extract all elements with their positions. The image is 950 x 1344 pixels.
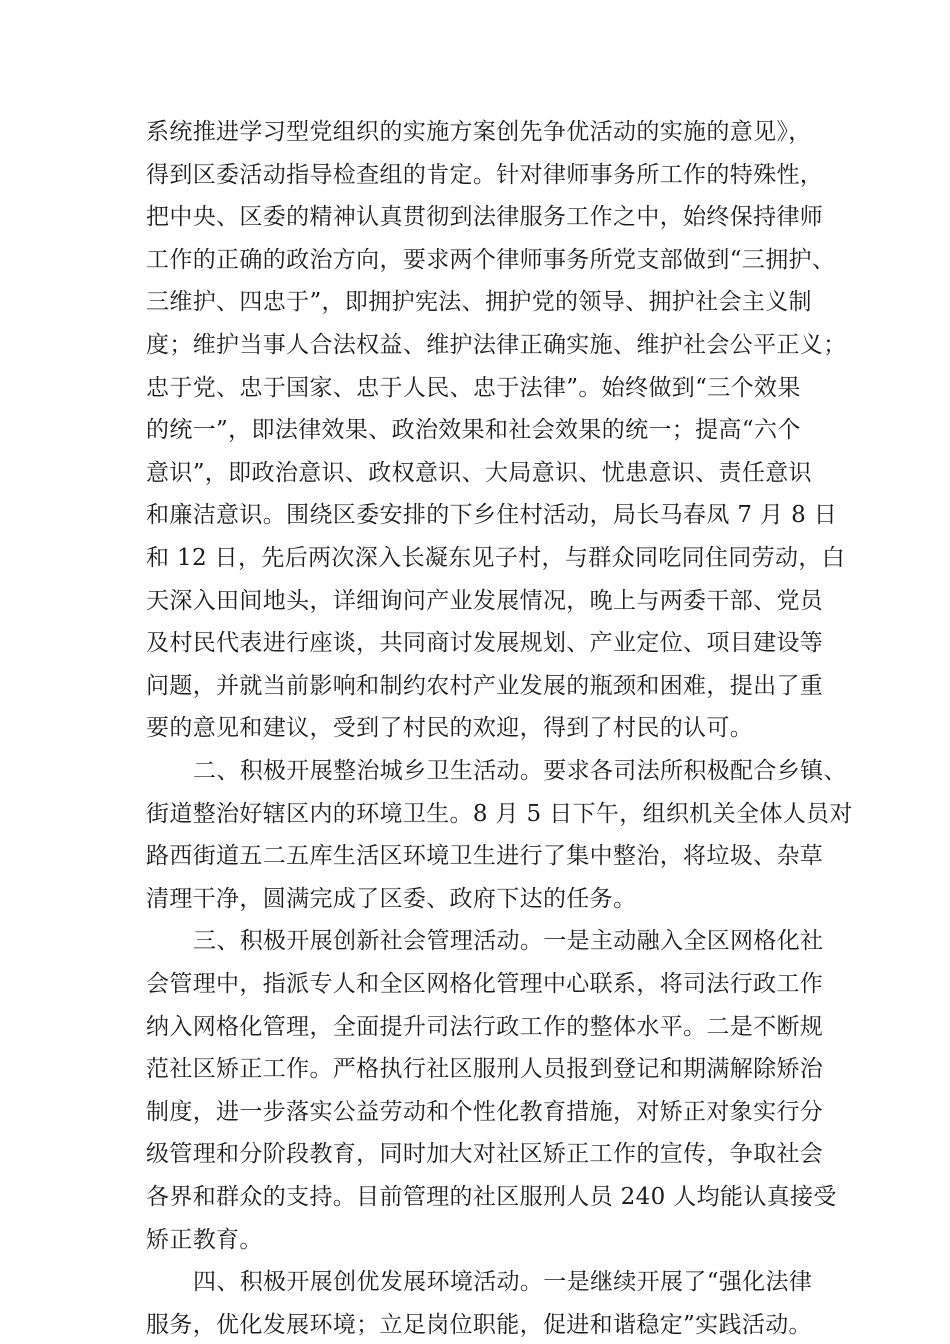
body-line: 忠于党、忠于国家、忠于人民、忠于法律”。始终做到“三个效果 [146, 375, 801, 401]
body-line: 三维护、四忠于”，即拥护宪法、拥护党的领导、拥护社会主义制 [146, 289, 812, 315]
body-line: 工作的正确的政治方向，要求两个律师事务所党支部做到“三拥护、 [146, 247, 836, 273]
body-line: 和廉洁意识。围绕区委安排的下乡住村活动，局长马春凤 7 月 8 日 [146, 502, 838, 528]
body-line: 和 12 日，先后两次深入长凝东见子村，与群众同吃同住同劳动，白 [146, 545, 846, 571]
body-line: 天深入田间地头，详细询问产业发展情况，晚上与两委干部、党员 [146, 588, 824, 614]
body-line: 得到区委活动指导检查组的肯定。针对律师事务所工作的特殊性， [146, 162, 824, 188]
paragraph-first-line: 三、积极开展创新社会管理活动。一是主动融入全区网格化社 [193, 928, 824, 954]
body-line: 级管理和分阶段教育，同时加大对社区矫正工作的宣传，争取社会 [146, 1141, 824, 1167]
body-line: 各界和群众的支持。目前管理的社区服刑人员 240 人均能认真接受 [146, 1184, 837, 1210]
body-line: 制度，进一步落实公益劳动和个性化教育措施，对矫正对象实行分 [146, 1099, 824, 1125]
body-line: 纳入网格化管理，全面提升司法行政工作的整体水平。二是不断规 [146, 1014, 824, 1040]
body-line: 及村民代表进行座谈，共同商讨发展规划、产业定位、项目建设等 [146, 630, 824, 656]
body-line: 路西街道五二五库生活区环境卫生进行了集中整治，将垃圾、杂草 [146, 843, 824, 869]
body-line: 会管理中，指派专人和全区网格化管理中心联系，将司法行政工作 [146, 971, 824, 997]
body-line: 范社区矫正工作。严格执行社区服刑人员报到登记和期满解除矫治 [146, 1056, 824, 1082]
body-line: 要的意见和建议，受到了村民的欢迎，得到了村民的认可。 [146, 715, 754, 741]
body-line: 的统一”，即法律效果、政治效果和社会效果的统一；提高“六个 [146, 417, 801, 443]
body-line: 系统推进学习型党组织的实施方案创先争优活动的实施的意见》， [146, 119, 812, 145]
body-line: 问题，并就当前影响和制约农村产业发展的瓶颈和困难，提出了重 [146, 673, 824, 699]
body-line: 街道整治好辖区内的环境卫生。8 月 5 日下午，组织机关全体人员对 [146, 801, 853, 827]
body-line: 意识”，即政治意识、政权意识、大局意识、忧患意识、责任意识 [146, 460, 812, 486]
body-line: 清理干净，圆满完成了区委、政府下达的任务。 [146, 886, 637, 912]
paragraph-first-line: 二、积极开展整治城乡卫生活动。要求各司法所积极配合乡镇、 [193, 758, 847, 784]
body-line: 矫正教育。 [146, 1227, 263, 1253]
paragraph-first-line: 四、积极开展创优发展环境活动。一是继续开展了“强化法律 [193, 1269, 813, 1295]
body-line: 把中央、区委的精神认真贯彻到法律服务工作之中，始终保持律师 [146, 204, 824, 230]
body-line: 度；维护当事人合法权益、维护法律正确实施、维护社会公平正义； [146, 332, 847, 358]
body-line: 服务，优化发展环境；立足岗位职能，促进和谐稳定”实践活动。 [146, 1312, 812, 1338]
